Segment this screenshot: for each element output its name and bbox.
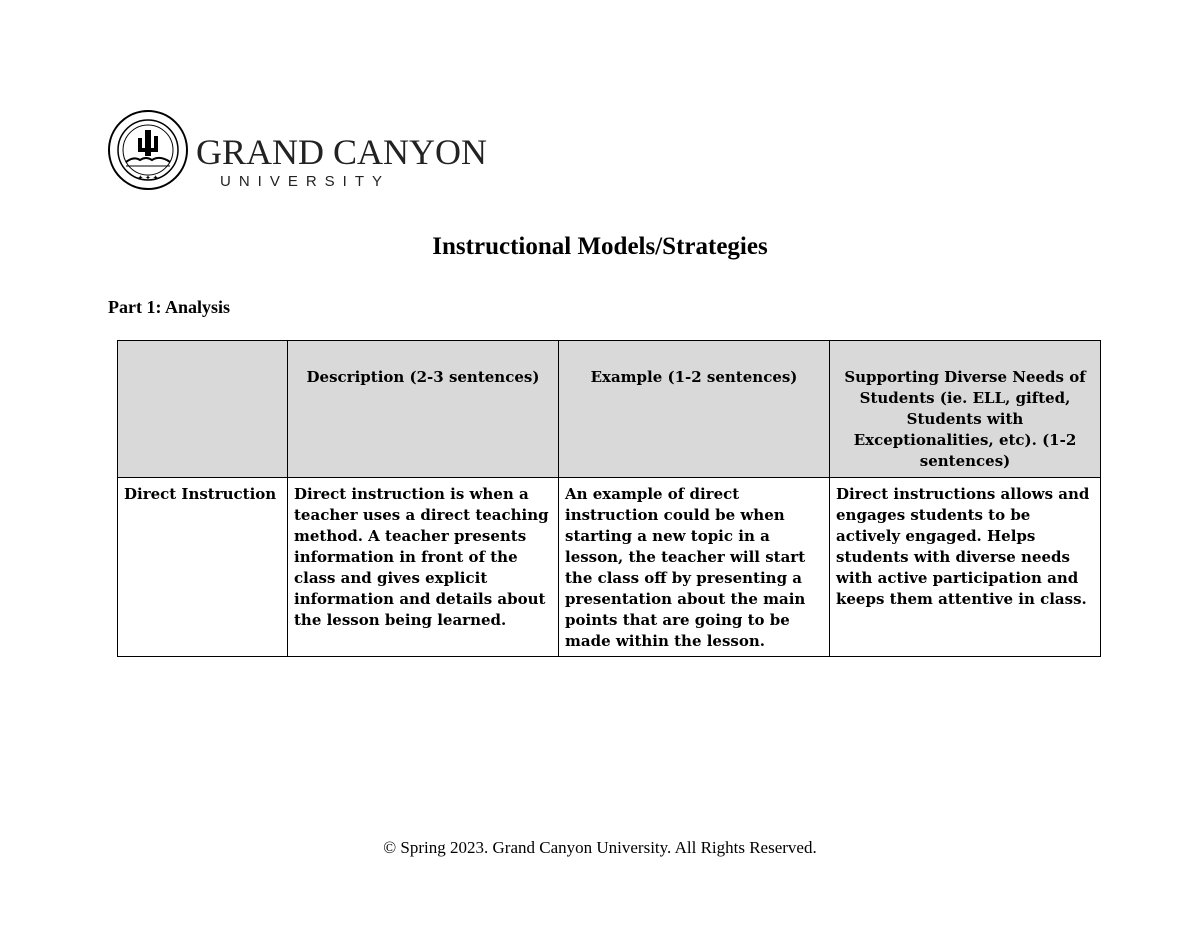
example-cell: An example of direct instruction could be when starting a new topic in a lesson, the teacher will start the class off by presenting a presentation about the main points that are going to be made within the lesson.: [559, 478, 830, 657]
supporting-needs-cell: Direct instructions allows and engages students to be actively engaged. Helps students with diverse needs with active participation and keeps them attentive in class.: [830, 478, 1101, 657]
university-logo: [108, 108, 488, 192]
document-title: Instructional Models/Strategies: [432, 233, 768, 260]
header-cell-empty: [118, 341, 288, 478]
header-cell-example: Example (1-2 sentences): [559, 341, 830, 478]
logo-subtitle: UNIVERSITY: [220, 173, 391, 190]
analysis-table: [117, 340, 1101, 657]
logo-wordmark: GRAND CANYON: [196, 132, 488, 172]
row-label-cell: Direct Instruction: [118, 478, 288, 657]
description-cell: Direct instruction is when a teacher uses a direct teaching method. A teacher presents information in front of the class and gives explicit information and details about the lesson being learned.: [288, 478, 559, 657]
header-cell-description: Description (2-3 sentences): [288, 341, 559, 478]
section-heading: Part 1: Analysis: [108, 297, 231, 317]
table-header-row: [118, 341, 1101, 478]
copyright-footer: © Spring 2023. Grand Canyon University. All Rights Reserved.: [383, 838, 817, 857]
svg-text:✦ ✦ ✦: ✦ ✦ ✦: [137, 174, 159, 182]
university-seal: [109, 111, 187, 189]
table-row: [118, 478, 1101, 657]
header-cell-supporting-needs: Supporting Diverse Needs of Students (ie. ELL, gifted, Students with Exceptionalities, etc). (1-2 sentences): [830, 341, 1101, 478]
logo-svg: [108, 108, 488, 192]
